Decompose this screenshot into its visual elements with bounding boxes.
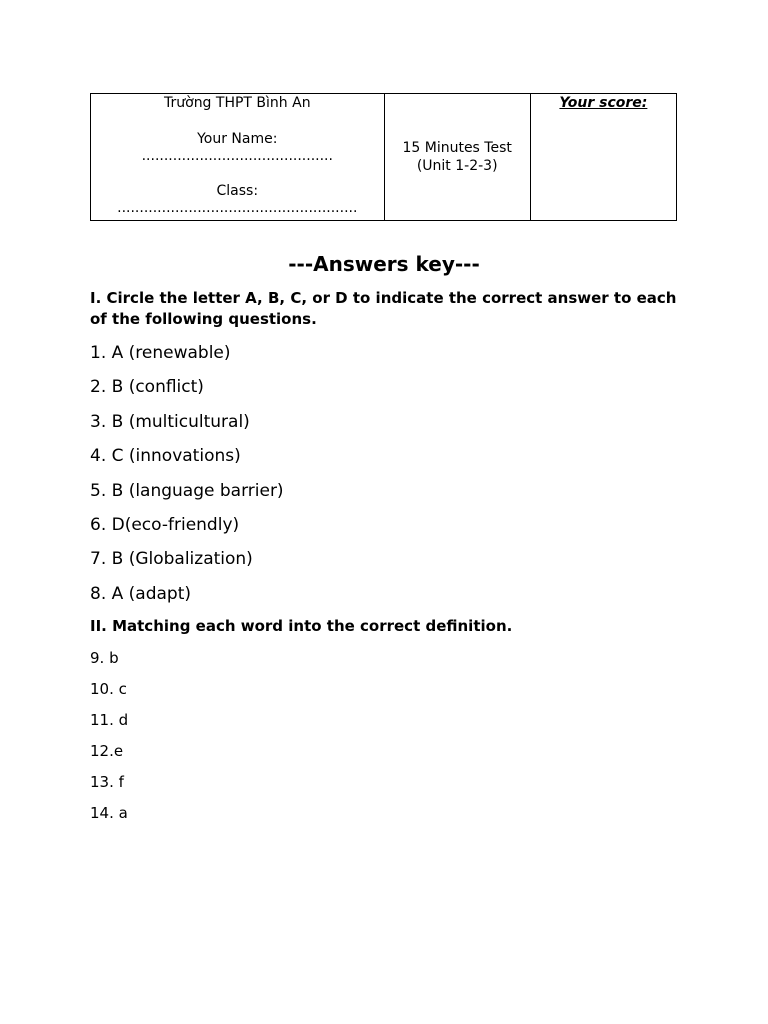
answer-item: 5. B (language barrier) [90, 480, 284, 501]
section-2-heading: II. Matching each word into the correct definition. [90, 617, 513, 635]
answer-item: 6. D(eco-friendly) [90, 514, 240, 535]
answer-item: 2. B (conflict) [90, 377, 204, 398]
answer-item: 3. B (multicultural) [90, 411, 250, 432]
section-1-answer-list [90, 341, 284, 616]
section-2-answer-list [90, 648, 128, 835]
class-blank: ...................................................... [117, 200, 358, 216]
student-info-cell [91, 94, 385, 221]
answer-item: 8. A (adapt) [90, 583, 192, 604]
name-blank: ........................................... [141, 148, 333, 164]
school-name: Trường THPT Bình An [164, 95, 311, 111]
answer-item: 14. a [90, 804, 128, 823]
answer-item: 4. C (innovations) [90, 446, 241, 467]
answer-item: 12.e [90, 742, 124, 761]
answer-item: 7. B (Globalization) [90, 549, 253, 570]
answer-item: 10. c [90, 680, 127, 699]
section-1-heading: I. Circle the letter A, B, C, or D to indicate the correct answer to each of the following questions. [90, 289, 677, 328]
answer-item: 9. b [90, 649, 119, 667]
score-label: Your score: [559, 95, 648, 111]
answer-item: 1. A (renewable) [90, 343, 231, 363]
score-cell [530, 94, 676, 221]
header-table [90, 93, 677, 221]
answer-item: 13. f [90, 773, 124, 792]
class-label: Class: [216, 183, 259, 199]
test-units: (Unit 1-2-3) [416, 158, 498, 174]
name-label: Your Name: [197, 131, 278, 147]
page-title: ---Answers key--- [288, 252, 480, 276]
test-title: 15 Minutes Test [402, 140, 512, 156]
test-info-cell [384, 94, 530, 221]
answer-item: 11. d [90, 711, 129, 730]
